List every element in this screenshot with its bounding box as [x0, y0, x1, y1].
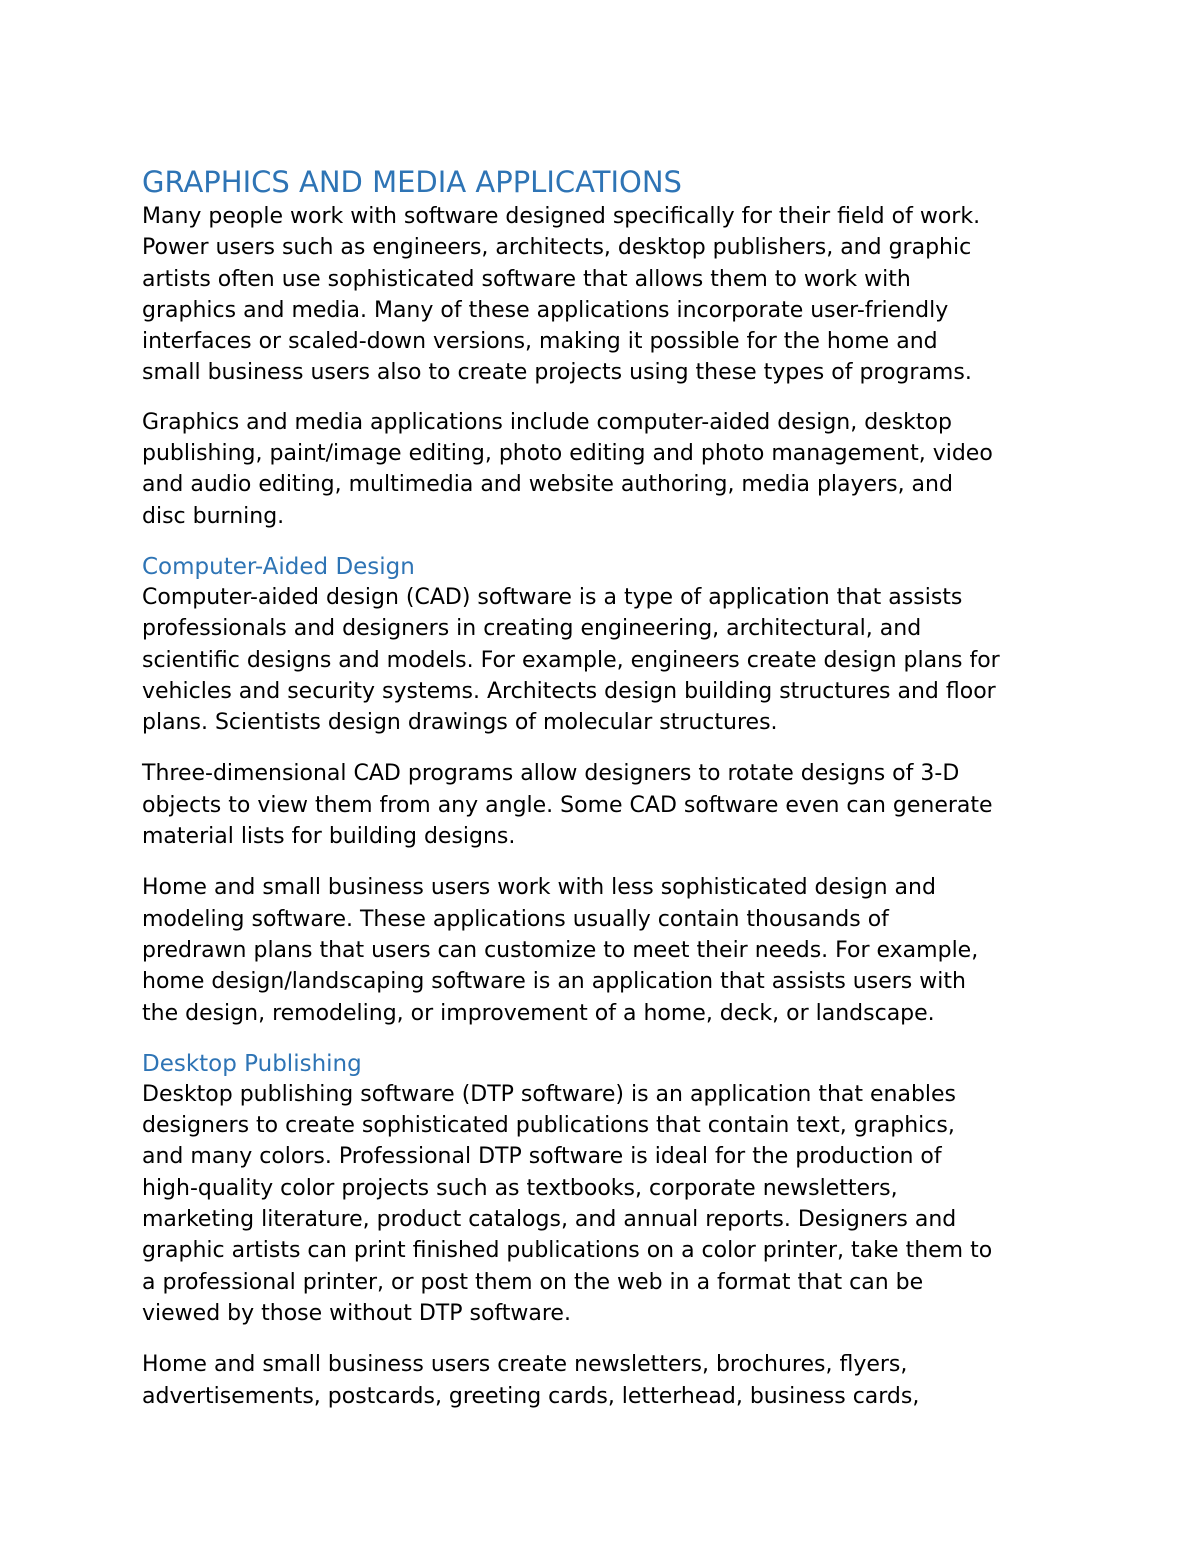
text-line: graphic artists can print finished publications on a color printer, take them to [142, 1238, 993, 1264]
text-line: professionals and designers in creating engineering, architectural, and [142, 616, 922, 642]
text-line: advertisements, postcards, greeting cards, letterhead, business cards, [142, 1383, 920, 1409]
cad-paragraph-2 [142, 758, 1082, 852]
text-line: Home and small business users work with less sophisticated design and [142, 875, 936, 901]
text-line: the design, remodeling, or improvement of a home, deck, or landscape. [142, 1000, 935, 1026]
text-line: Home and small business users create newsletters, brochures, flyers, [142, 1352, 908, 1378]
cad-paragraph-3 [142, 872, 1082, 1028]
text-line: small business users also to create projects using these types of programs. [142, 360, 972, 386]
section-heading-dtp: Desktop Publishing [142, 1050, 362, 1077]
text-line: scientific designs and models. For example, engineers create design plans for [142, 647, 1000, 673]
text-line: graphics and media. Many of these applications incorporate user-friendly [142, 297, 949, 323]
text-line: plans. Scientists design drawings of molecular structures. [142, 710, 778, 736]
text-line: Graphics and media applications include computer-aided design, desktop [142, 409, 952, 435]
document-body [142, 163, 1082, 1412]
text-line: home design/landscaping software is an application that assists users with [142, 969, 966, 995]
text-line: artists often use sophisticated software that allows them to work with [142, 266, 911, 292]
text-line: publishing, paint/image editing, photo editing and photo management, video [142, 441, 993, 467]
cad-paragraph-1 [142, 582, 1082, 738]
text-line: a professional printer, or post them on the web in a format that can be [142, 1269, 924, 1295]
text-line: high-quality color projects such as textbooks, corporate newsletters, [142, 1175, 898, 1201]
text-line: and many colors. Professional DTP software is ideal for the production of [142, 1144, 942, 1170]
text-line: Computer-aided design (CAD) software is a type of application that assists [142, 584, 963, 610]
intro-paragraph [142, 201, 1082, 389]
text-line: material lists for building designs. [142, 824, 516, 850]
dtp-paragraph-2 [142, 1349, 1082, 1412]
text-line: designers to create sophisticated publications that contain text, graphics, [142, 1113, 955, 1139]
section-heading-cad: Computer-Aided Design [142, 553, 415, 580]
text-line: Many people work with software designed specifically for their field of work. [142, 204, 981, 229]
text-line: predrawn plans that users can customize to meet their needs. For example, [142, 937, 979, 963]
text-line: viewed by those without DTP software. [142, 1300, 571, 1326]
text-line: and audio editing, multimedia and website authoring, media players, and [142, 472, 953, 498]
text-line: disc burning. [142, 503, 285, 529]
text-line: marketing literature, product catalogs, and annual reports. Designers and [142, 1207, 957, 1233]
intro-paragraph-2 [142, 407, 1082, 532]
text-line: modeling software. These applications usually contain thousands of [142, 906, 889, 932]
text-line: objects to view them from any angle. Some CAD software even can generate [142, 792, 993, 818]
text-line: Power users such as engineers, architects, desktop publishers, and graphic [142, 235, 972, 261]
text-line: Three-dimensional CAD programs allow designers to rotate designs of 3-D [142, 761, 960, 787]
text-line: Desktop publishing software (DTP software) is an application that enables [142, 1081, 957, 1107]
text-line: interfaces or scaled-down versions, making it possible for the home and [142, 329, 938, 355]
dtp-paragraph-1 [142, 1079, 1082, 1329]
document-title: GRAPHICS AND MEDIA APPLICATIONS [142, 165, 682, 199]
text-line: vehicles and security systems. Architects design building structures and floor [142, 678, 996, 704]
